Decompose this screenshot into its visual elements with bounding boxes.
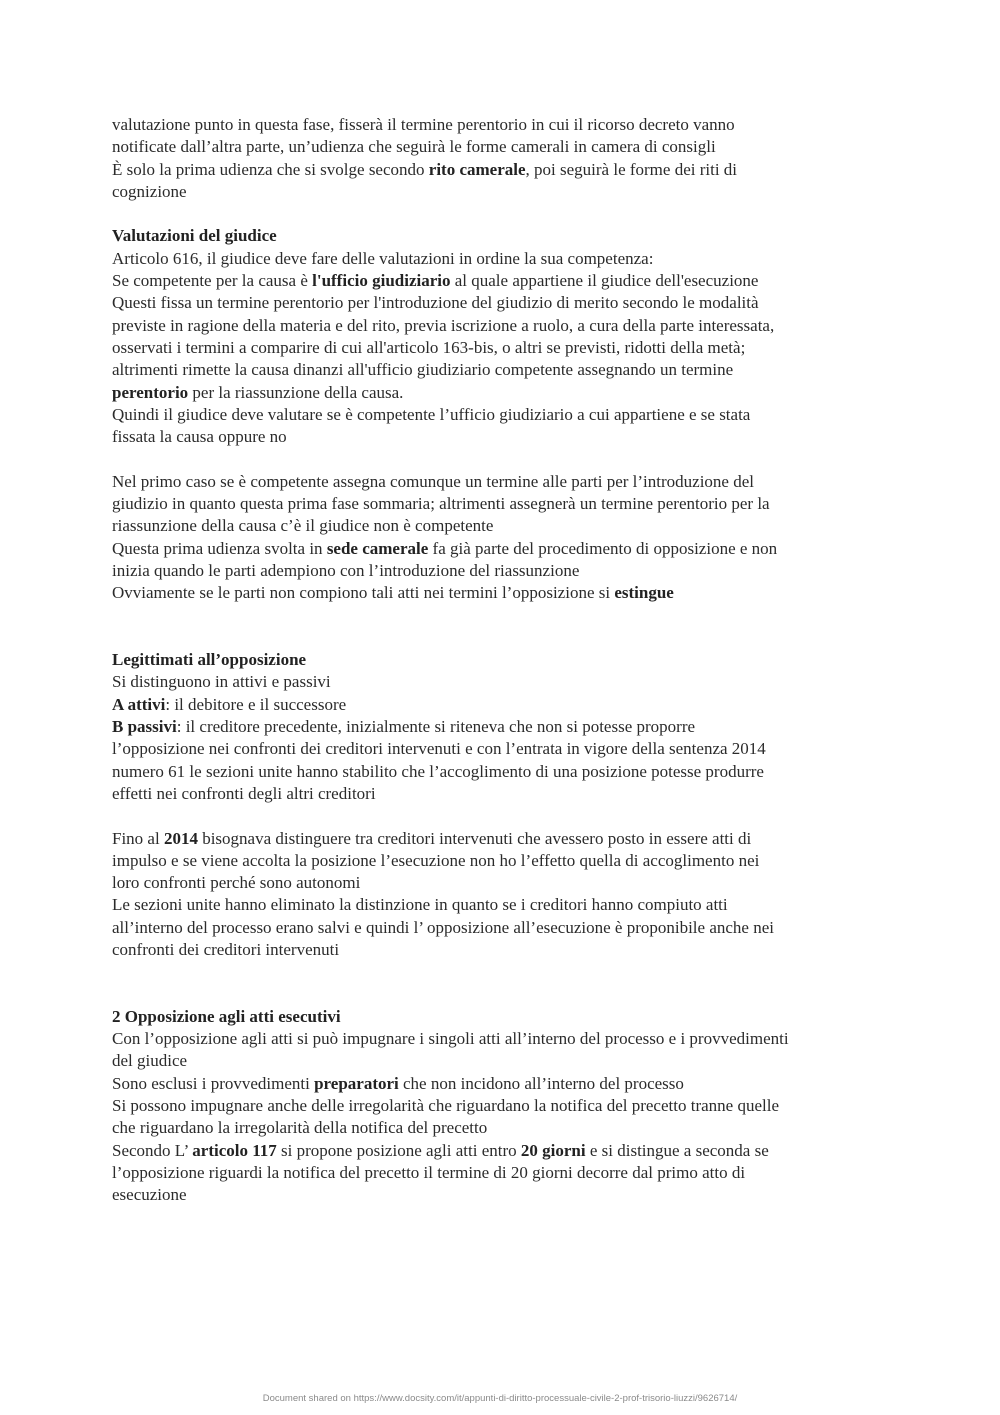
text-line bbox=[112, 404, 902, 426]
text-run: l’opposizione riguardi la notifica del precetto il termine di 20 giorni decorre dal primo atto di bbox=[112, 1162, 746, 1182]
text-run: riassunzione della causa c’è il giudice non è competente bbox=[112, 516, 494, 536]
bold-text: B passivi bbox=[112, 717, 177, 737]
text-line bbox=[112, 872, 902, 894]
text-run: Fino al bbox=[112, 828, 164, 848]
text-run: loro confronti perché sono autonomi bbox=[112, 873, 361, 893]
text-line bbox=[112, 649, 902, 671]
text-line bbox=[112, 671, 902, 693]
text-line bbox=[112, 1050, 902, 1072]
text-line bbox=[112, 114, 902, 136]
text-run: inizia quando le parti adempiono con l’introduzione del riassunzione bbox=[112, 560, 580, 580]
text-line bbox=[112, 828, 902, 850]
docsity-footer: Document shared on https://www.docsity.com/it/appunti-di-diritto-processuale-civile-2-prof-trisorio-liuzzi/9626714/ bbox=[262, 1393, 738, 1404]
bold-text: A attivi bbox=[112, 694, 166, 714]
text-run: valutazione punto in questa fase, fisserà il termine perentorio in cui il ricorso decreto vanno bbox=[112, 115, 735, 134]
text-line bbox=[112, 538, 902, 560]
text-run: l’opposizione nei confronti dei creditori intervenuti e con l’entrata in vigore della sentenza 2014 bbox=[112, 739, 766, 759]
text-run: esecuzione bbox=[112, 1185, 187, 1205]
text-line bbox=[112, 359, 902, 381]
text-run: Articolo 616, il giudice deve fare delle valutazioni in ordine la sua competenza: bbox=[112, 248, 654, 268]
text-run: Se competente per la causa è bbox=[112, 271, 313, 291]
text-run: fa già parte del procedimento di opposizione e non bbox=[428, 538, 778, 558]
bold-text: estingue bbox=[614, 583, 674, 603]
text-run: Questa prima udienza svolta in bbox=[112, 538, 327, 558]
text-line bbox=[112, 248, 902, 270]
bold-text: Legittimati all’opposizione bbox=[112, 650, 307, 670]
text-line bbox=[112, 894, 902, 916]
text-run: per la riassunzione della causa. bbox=[188, 382, 404, 402]
text-line bbox=[112, 426, 902, 448]
paragraph-gap bbox=[112, 805, 902, 827]
bold-text: sede camerale bbox=[326, 538, 429, 558]
text-run: confronti dei creditori intervenuti bbox=[112, 939, 340, 959]
text-run: : il debitore e il successore bbox=[165, 694, 347, 714]
text-run: Si distinguono in attivi e passivi bbox=[112, 672, 331, 692]
text-run: Sono esclusi i provvedimenti bbox=[112, 1073, 315, 1093]
bold-text: Valutazioni del giudice bbox=[112, 226, 277, 246]
text-line bbox=[112, 1095, 902, 1117]
text-line bbox=[112, 181, 902, 203]
document-body bbox=[112, 114, 902, 1207]
text-run: che riguardano la irregolarità della notifica del precetto bbox=[112, 1118, 488, 1138]
text-line bbox=[112, 225, 902, 247]
text-line bbox=[112, 582, 902, 604]
paragraph-gap bbox=[112, 961, 902, 1006]
bold-text: articolo 117 bbox=[192, 1140, 277, 1160]
text-line bbox=[112, 1184, 902, 1206]
text-line bbox=[112, 136, 902, 158]
paragraph-gap bbox=[112, 605, 902, 650]
text-run: all’interno del processo erano salvi e quindi l’ opposizione all’esecuzione è proponibile anche nei bbox=[112, 917, 774, 937]
text-run: Quindi il giudice deve valutare se è competente l’ufficio giudiziario a cui appartiene e se stata bbox=[112, 404, 751, 424]
text-run: Nel primo caso se è competente assegna comunque un termine alle parti per l’introduzione del bbox=[112, 471, 754, 491]
text-run: giudizio in quanto questa prima fase sommaria; altrimenti assegnerà un termine perentorio per la bbox=[112, 494, 770, 514]
text-line bbox=[112, 761, 902, 783]
paragraph-gap bbox=[112, 203, 902, 225]
text-line bbox=[112, 1117, 902, 1139]
text-line bbox=[112, 337, 902, 359]
bold-text: 20 giorni bbox=[520, 1140, 586, 1160]
text-run: fissata la causa oppure no bbox=[112, 427, 287, 447]
text-run: effetti nei confronti degli altri creditori bbox=[112, 783, 376, 803]
text-line bbox=[112, 493, 902, 515]
bold-text: rito camerale bbox=[428, 159, 526, 179]
text-line bbox=[112, 694, 902, 716]
text-line bbox=[112, 716, 902, 738]
text-line bbox=[112, 382, 902, 404]
text-run: previste in ragione della materia e del rito, previa iscrizione a ruolo, a cura della parte interessata, bbox=[112, 315, 775, 335]
bold-text: perentorio bbox=[112, 382, 189, 402]
text-run: cognizione bbox=[112, 181, 187, 201]
text-run: del giudice bbox=[112, 1051, 188, 1071]
text-line bbox=[112, 292, 902, 314]
text-run: Si possono impugnare anche delle irregolarità che riguardano la notifica del precetto tranne quelle bbox=[112, 1096, 779, 1116]
text-line bbox=[112, 315, 902, 337]
text-line bbox=[112, 1073, 902, 1095]
text-run: : il creditore precedente, inizialmente si riteneva che non si potesse proporre bbox=[176, 717, 696, 737]
bold-text: 2014 bbox=[163, 828, 198, 848]
text-run: Questi fissa un termine perentorio per l'introduzione del giudizio di merito secondo le modalità bbox=[112, 293, 759, 313]
bold-text: l'ufficio giudiziario bbox=[312, 271, 451, 291]
text-run: al quale appartiene il giudice dell'esecuzione bbox=[450, 271, 759, 291]
text-run: Con l’opposizione agli atti si può impugnare i singoli atti all’interno del processo e i provvedimenti bbox=[112, 1029, 789, 1049]
text-line bbox=[112, 270, 902, 292]
text-run: notificate dall’altra parte, un’udienza che seguirà le forme camerali in camera di consigli bbox=[112, 137, 716, 157]
text-line bbox=[112, 783, 902, 805]
text-run: Le sezioni unite hanno eliminato la distinzione in quanto se i creditori hanno compiuto atti bbox=[112, 895, 728, 915]
text-line bbox=[112, 560, 902, 582]
text-line bbox=[112, 159, 902, 181]
text-run: numero 61 le sezioni unite hanno stabilito che l’accoglimento di una posizione potesse produrre bbox=[112, 761, 764, 781]
text-line bbox=[112, 471, 902, 493]
text-run: osservati i termini a comparire di cui all'articolo 163-bis, o altri se previsti, ridotti della metà; bbox=[112, 337, 746, 357]
text-run: , poi seguirà le forme dei riti di bbox=[525, 159, 738, 179]
text-line bbox=[112, 515, 902, 537]
text-run: altrimenti rimette la causa dinanzi all'ufficio giudiziario competente assegnando un termine bbox=[112, 360, 734, 380]
text-run: che non incidono all’interno del processo bbox=[398, 1073, 684, 1093]
text-run: bisognava distinguere tra creditori intervenuti che avessero posto in essere atti di bbox=[197, 828, 752, 848]
text-run: Secondo L’ bbox=[112, 1140, 193, 1160]
text-run: impulso e se viene accolta la posizione l’esecuzione non ho l’effetto quella di accoglimento nei bbox=[112, 850, 760, 870]
bold-text: preparatori bbox=[314, 1073, 399, 1093]
text-line bbox=[112, 917, 902, 939]
text-run: si propone posizione agli atti entro bbox=[276, 1140, 521, 1160]
bold-text: 2 Opposizione agli atti esecutivi bbox=[112, 1006, 341, 1026]
text-run: e si distingue a seconda se bbox=[585, 1140, 769, 1160]
text-line bbox=[112, 1028, 902, 1050]
text-run: Ovviamente se le parti non compiono tali atti nei termini l’opposizione si bbox=[112, 583, 615, 603]
text-run: È solo la prima udienza che si svolge secondo bbox=[112, 159, 429, 179]
text-line bbox=[112, 850, 902, 872]
text-line bbox=[112, 1140, 902, 1162]
text-line bbox=[112, 939, 902, 961]
text-line bbox=[112, 738, 902, 760]
paragraph-gap bbox=[112, 448, 902, 470]
text-line bbox=[112, 1006, 902, 1028]
text-line bbox=[112, 1162, 902, 1184]
